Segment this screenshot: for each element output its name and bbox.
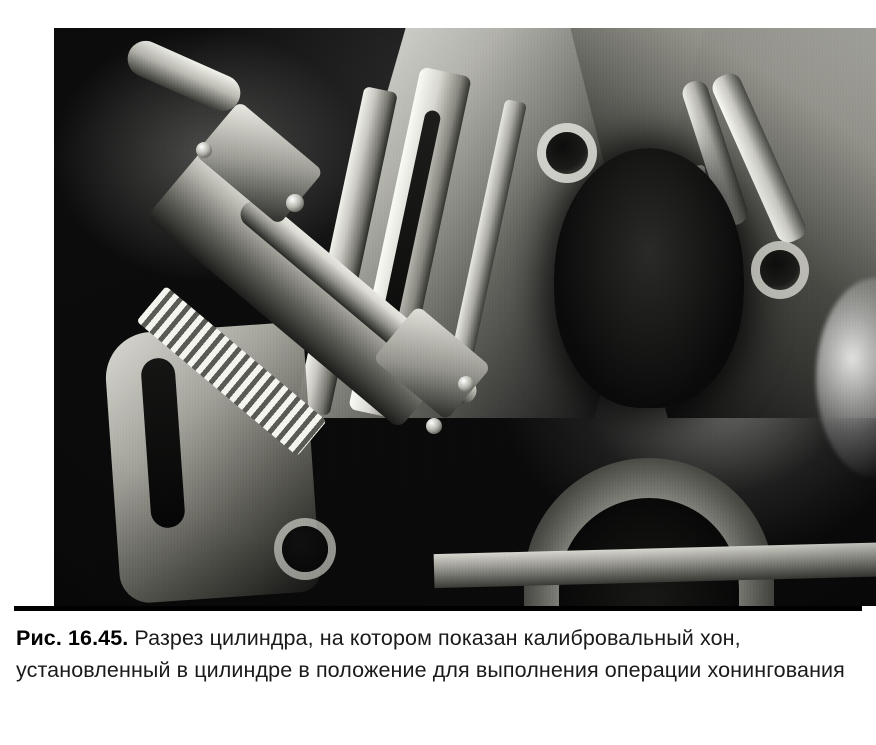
caption-divider-rule: [14, 606, 862, 611]
figure-caption: [16, 622, 856, 686]
engine-block-photo: [54, 28, 876, 606]
photo-vignette: [54, 28, 876, 606]
figure-caption-text: Разрез цилиндра, на котором показан калибровальный хон, установленный в цилиндре в положение для выполнения операции хонингования: [16, 626, 845, 682]
figure-number-label: Рис. 16.45.: [16, 626, 129, 650]
figure-photograph: [54, 28, 876, 606]
